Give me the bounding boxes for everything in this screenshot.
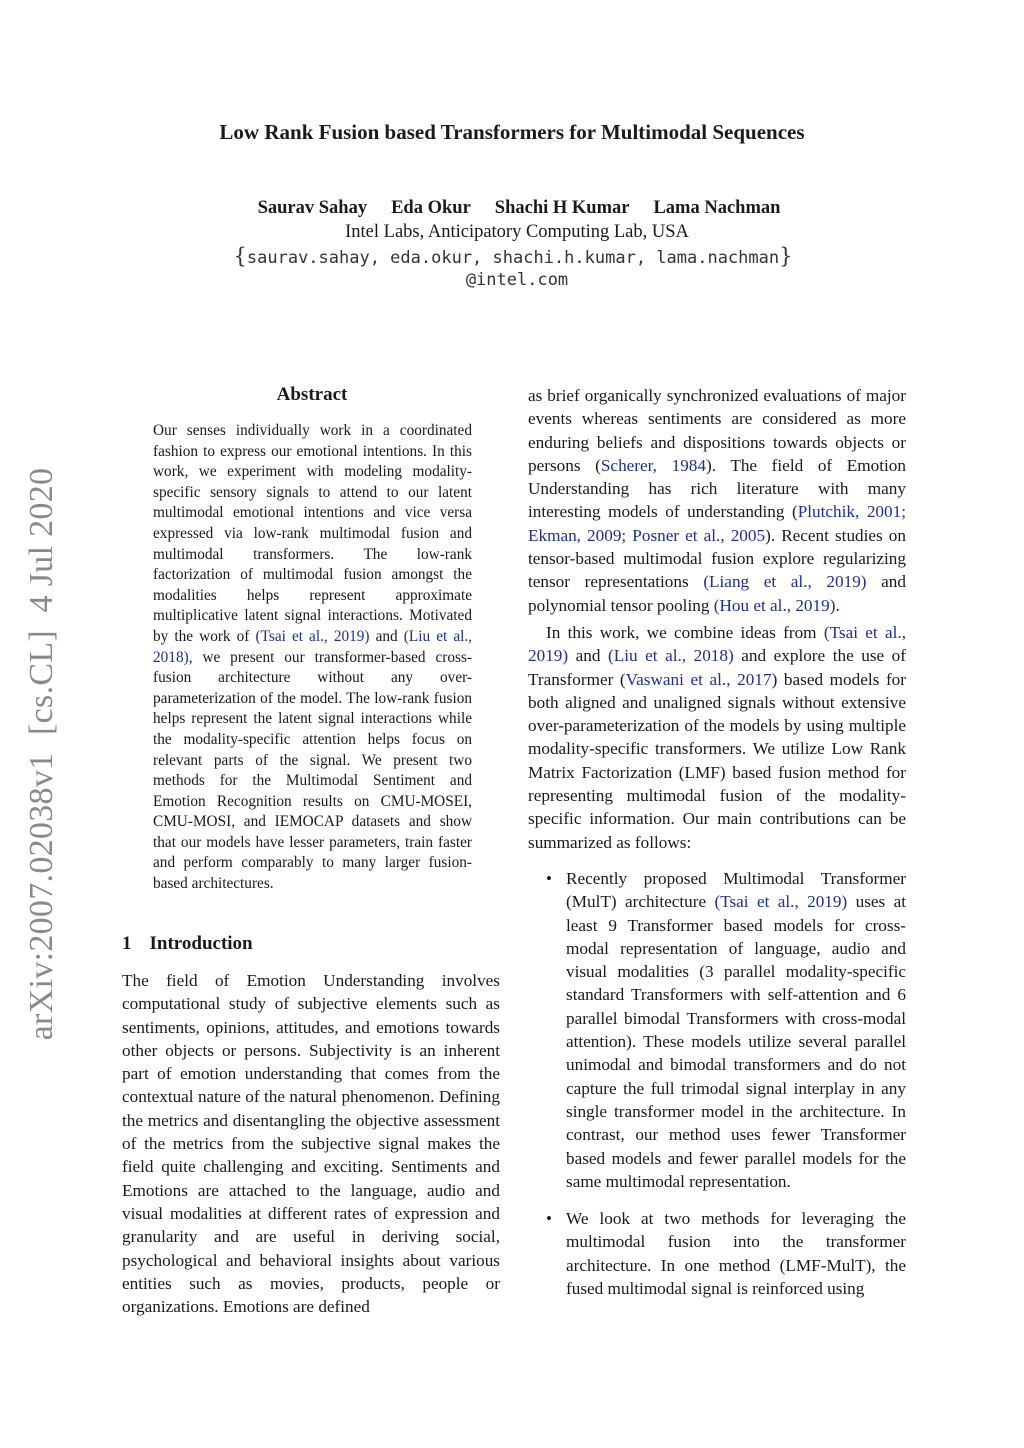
open-brace: { (233, 244, 247, 268)
arxiv-category: [cs.CL] (23, 629, 60, 735)
paragraph: as brief organically synchronized evaluations of major events whereas sentiments are considered as more enduring beliefs and dispositions towards objects or persons (Scherer, 1984). The field of Emotion Understanding has rich literature with many interesting models of understanding (Plutchik, 2001; Ekman, 2009; Posner et al., 2005). Recent studies on tensor-based multimodal fusion explore regularizing tensor representations (Liang et al., 2019) and polynomial tensor pooling (Hou et al., 2019). (528, 386, 906, 615)
arxiv-id: arXiv:2007.02038v1 (23, 752, 60, 1041)
citation-link[interactable]: Scherer, 1984 (600, 455, 706, 475)
abstract-text: Our senses individually work in a coordinated fashion to express our emotional intentions. In this work, we experiment with modeling modality-specific sensory signals to attend to our latent multimodal emotional intentions and vice versa expressed via low-rank multimodal fusion and multimodal transformers. The low-rank factorization of multimodal fusion amongst the modalities helps represent approximate multiplicative latent signal interactions. Motivated by the work of (Tsai et al., 2019) and (Liu et al., 2018), we present our transformer-based cross-fusion architecture without any over-parameterization of the model. The low-rank fusion helps represent the latent signal interactions while the modality-specific attention helps focus on relevant parts of the signal. We present two methods for the Multimodal Sentiment and Emotion Recognition results on CMU-MOSEI, CMU-MOSI, and IEMOCAP datasets and show that our models have lesser parameters, train faster and perform comparably to many larger fusion-based architectures. (153, 422, 473, 893)
right-column (528, 384, 906, 1314)
affiliation: Intel Labs, Anticipatory Computing Lab, USA (345, 222, 689, 242)
close-brace: } (779, 244, 793, 268)
author-name: Eda Okur (391, 198, 471, 218)
author-list (0, 196, 1024, 220)
citation-link[interactable]: (Tsai et al., 2019) (255, 627, 370, 645)
citation-link[interactable]: (Liu et al., 2018) (153, 627, 473, 666)
arxiv-date: 4 Jul 2020 (23, 467, 60, 613)
contribution-list (528, 867, 906, 1300)
author-emails (0, 244, 1024, 270)
bullet-icon: • (546, 1209, 552, 1229)
arxiv-identifier-stamp (22, 404, 62, 1104)
citation-link[interactable]: (Hou et al., 2019) (713, 595, 836, 615)
list-item: • We look at two methods for leveraging the multimodal fusion into the transformer architecture. In one method (LMF-MulT), the fused multimodal signal is reinforced using (546, 1209, 906, 1298)
paragraph: In this work, we combine ideas from (Tsai et al., 2019) and (Liu et al., 2018) and explore the use of Transformer (Vaswani et al., 2017) based models for both aligned and unaligned signals without extensive over-parameterization of the models by using multiple modality-specific transformers. We utilize Low Rank Matrix Factorization (LMF) based fusion method for representing multimodal fusion of the modality-specific information. Our main contributions can be summarized as follows: (528, 622, 907, 852)
citation-link[interactable]: (Liu et al., 2018) (608, 646, 734, 666)
citation-link[interactable]: Plutchik, 2001; Ekman, 2009; Posner et al., 2005 (528, 502, 906, 545)
email-domain: @intel.com (465, 270, 569, 290)
author-name: Lama Nachman (653, 198, 781, 218)
paper-title: Low Rank Fusion based Transformers for Multimodal Sequences (219, 120, 805, 144)
citation-link[interactable]: (Tsai et al., 2019) (714, 892, 848, 912)
section-title: Introduction (149, 933, 253, 954)
abstract-heading: Abstract (276, 384, 348, 405)
section-number: 1 (122, 933, 132, 954)
introduction-paragraph: The field of Emotion Understanding involves computational study of subjective elements such as sentiments, opinions, attitudes, and emotions towards other objects or persons. Subjectivity is an inherent part of emotion understanding that comes from the contextual nature of the natural phenomenon. Defining the metrics and disentangling the objective assessment of the metrics from the subjective signal makes the field quite challenging and exciting. Sentiments and Emotions are attached to the language, audio and visual modalities at different rates of expression and granularity and are useful in deriving social, psychological and behavioral insights about various entities such as movies, products, people or organizations. Emotions are defined (122, 971, 500, 1317)
citation-link[interactable]: (Tsai et al., 2019) (528, 622, 906, 666)
email-list: saurav.sahay, eda.okur, shachi.h.kumar, lama.nachman (246, 248, 780, 268)
bullet-icon: • (546, 868, 552, 888)
author-name: Saurav Sahay (257, 198, 368, 218)
citation-link[interactable]: Vaswani et al., 2017 (625, 669, 772, 689)
section-heading-introduction (122, 931, 253, 957)
list-item: • Recently proposed Multimodal Transformer (MulT) architecture (Tsai et al., 2019) uses at least 9 Transformer based models for cross-modal representation of language, audio and visual modalities (3 parallel modality-specific standard Transformers with self-attention and 6 parallel bimodal Transformers with cross-modal attention). These models utilize several parallel unimodal and bimodal transformers and do not capture the full trimodal signal interplay in any single transformer model in the architecture. In contrast, our method uses fewer Transformer based models and fewer parallel models for the same multimodal representation. (546, 868, 906, 1191)
author-name: Shachi H Kumar (494, 198, 630, 218)
citation-link[interactable]: (Liang et al., 2019) (703, 572, 867, 592)
